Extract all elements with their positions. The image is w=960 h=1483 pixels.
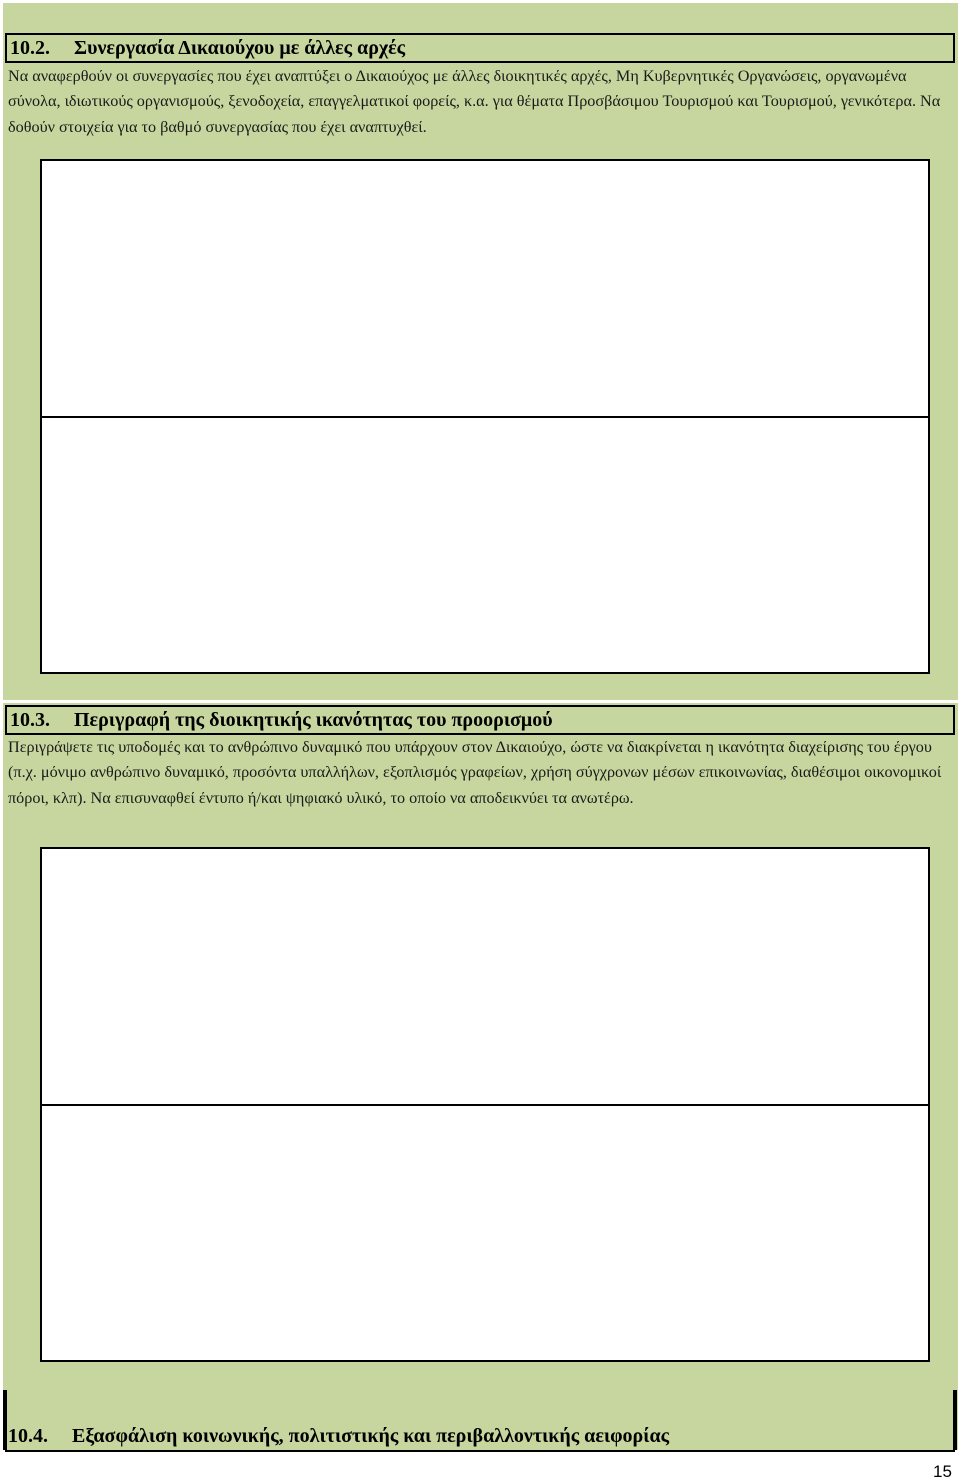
section-10-3-description: Περιγράψετε τις υποδομές και το ανθρώπινο δυναμικό που υπάρχουν στον Δικαιούχο, ώστε να διακρίνεται η ικανότητα διαχείρισης του έργου (π.χ. μόνιμο ανθρώπινο δυναμικό, προσόντα υπαλλήλων, εξοπλισμός γραφείων, χρήση σύγχρονων μέσων επικοινωνίας, διαθέσιμοι οικονομικοί πόροι, κλπ). Να επισυναφθεί έντυπο ή/και ψηφιακό υλικό, το οποίο να αποδεικνύει τα ανωτέρω. (8, 738, 942, 807)
answer-box-10-3-upper[interactable] (40, 847, 930, 1106)
section-number: 10.2. (10, 36, 50, 59)
section-10-4-heading (5, 1422, 955, 1452)
section-title: Συνεργασία Δικαιούχου με άλλες αρχές (74, 36, 406, 59)
section-10-2-description: Να αναφερθούν οι συνεργασίες που έχει αναπτύξει ο Δικαιούχος με άλλες διοικητικές αρχές, Μη Κυβερνητικές Οργανώσεις, οργανωμένα σύνολα, ιδιωτικούς οργανισμούς, ξενοδοχεία, επαγγελματικοί φορείς, κ.α. για θέματα Προσβάσιμου Τουρισμού και Τουρισμού, γενικότερα. Να δοθούν στοιχεία για το βαθμό συνεργασίας που έχει αναπτυχθεί. (8, 67, 941, 136)
section-number: 10.4. (8, 1424, 48, 1447)
section-10-3-heading (5, 705, 955, 735)
answer-box-10-3-lower[interactable] (40, 1104, 930, 1362)
answer-box-10-2-lower[interactable] (40, 416, 930, 674)
section-10-2-heading (5, 33, 955, 63)
answer-box-10-2-upper[interactable] (40, 159, 930, 418)
page-number: 15 (933, 1462, 952, 1481)
section-number: 10.3. (10, 708, 50, 731)
section-title: Εξασφάλιση κοινωνικής, πολιτιστικής και περιβαλλοντικής αειφορίας (72, 1424, 670, 1447)
section-title: Περιγραφή της διοικητικής ικανότητας του προορισμού (74, 708, 553, 731)
